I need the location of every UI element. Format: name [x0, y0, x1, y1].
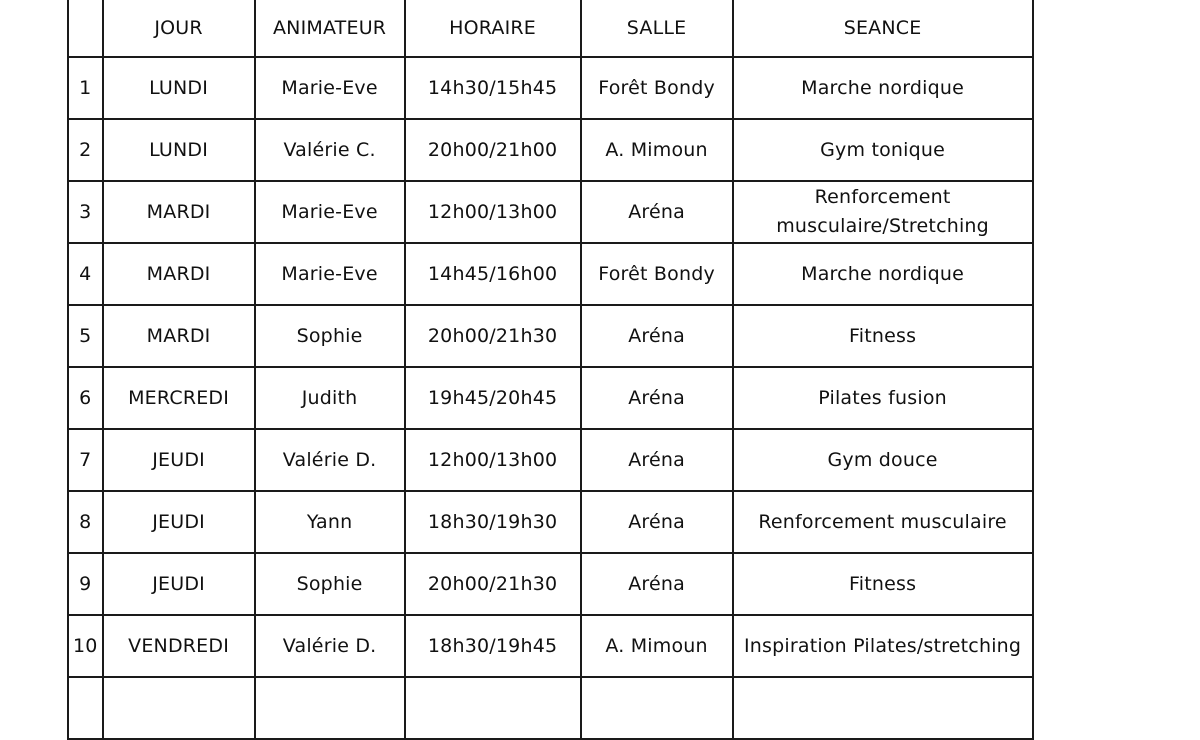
seance-line: Marche nordique	[801, 262, 965, 285]
header-animateur: ANIMATEUR	[255, 0, 405, 57]
row-number: 9	[68, 553, 103, 615]
row-jour: VENDREDI	[103, 615, 255, 677]
row-seance	[733, 429, 1033, 491]
row-seance	[733, 367, 1033, 429]
row-number	[68, 677, 103, 739]
table-row	[68, 491, 1033, 553]
seance-line: Gym douce	[827, 448, 938, 471]
row-seance	[733, 119, 1033, 181]
row-seance	[733, 553, 1033, 615]
table-row	[68, 553, 1033, 615]
row-salle: Aréna	[581, 305, 733, 367]
row-horaire: 14h45/16h00	[405, 243, 581, 305]
row-jour: MERCREDI	[103, 367, 255, 429]
schedule-table	[67, 0, 1034, 740]
row-jour: LUNDI	[103, 119, 255, 181]
row-salle	[581, 677, 733, 739]
seance-line: Renforcement musculaire	[758, 510, 1007, 533]
row-animateur: Valérie D.	[255, 615, 405, 677]
table-row	[68, 181, 1033, 243]
row-salle: Aréna	[581, 367, 733, 429]
row-animateur: Marie-Eve	[255, 57, 405, 119]
row-horaire: 20h00/21h30	[405, 305, 581, 367]
row-number: 1	[68, 57, 103, 119]
table-row	[68, 615, 1033, 677]
row-salle: Aréna	[581, 429, 733, 491]
row-jour: JEUDI	[103, 429, 255, 491]
row-horaire: 18h30/19h30	[405, 491, 581, 553]
row-salle: A. Mimoun	[581, 615, 733, 677]
table-row	[68, 57, 1033, 119]
header-num	[68, 0, 103, 57]
row-animateur: Yann	[255, 491, 405, 553]
row-animateur	[255, 677, 405, 739]
row-horaire: 14h30/15h45	[405, 57, 581, 119]
row-jour: JEUDI	[103, 553, 255, 615]
row-horaire: 20h00/21h30	[405, 553, 581, 615]
row-jour: LUNDI	[103, 57, 255, 119]
row-salle: Aréna	[581, 553, 733, 615]
row-animateur: Valérie D.	[255, 429, 405, 491]
row-number: 6	[68, 367, 103, 429]
seance-line: Inspiration Pilates/stretching	[743, 634, 1022, 657]
row-number: 8	[68, 491, 103, 553]
row-horaire: 19h45/20h45	[405, 367, 581, 429]
row-number: 10	[68, 615, 103, 677]
header-seance: SEANCE	[733, 0, 1033, 57]
row-jour	[103, 677, 255, 739]
row-salle: Forêt Bondy	[581, 243, 733, 305]
row-jour: JEUDI	[103, 491, 255, 553]
row-salle: Aréna	[581, 491, 733, 553]
row-animateur: Marie-Eve	[255, 181, 405, 243]
seance-line: Pilates fusion	[818, 386, 947, 409]
row-number: 7	[68, 429, 103, 491]
row-animateur: Sophie	[255, 553, 405, 615]
table-row	[68, 429, 1033, 491]
header-salle: SALLE	[581, 0, 733, 57]
row-salle: A. Mimoun	[581, 119, 733, 181]
row-horaire: 12h00/13h00	[405, 181, 581, 243]
seance-line: Renforcement	[814, 186, 951, 208]
row-jour: MARDI	[103, 243, 255, 305]
seance-line: Marche nordique	[801, 76, 965, 99]
table-row	[68, 119, 1033, 181]
header-horaire: HORAIRE	[405, 0, 581, 57]
seance-line: Fitness	[848, 324, 917, 347]
table-row	[68, 367, 1033, 429]
row-number: 3	[68, 181, 103, 243]
seance-line: musculaire/Stretching	[776, 215, 989, 237]
row-number: 4	[68, 243, 103, 305]
seance-line: Gym tonique	[820, 138, 946, 161]
row-number: 5	[68, 305, 103, 367]
row-salle: Forêt Bondy	[581, 57, 733, 119]
row-horaire: 18h30/19h45	[405, 615, 581, 677]
row-seance	[733, 677, 1033, 739]
header-jour: JOUR	[103, 0, 255, 57]
row-animateur: Marie-Eve	[255, 243, 405, 305]
row-seance	[733, 491, 1033, 553]
row-seance	[733, 243, 1033, 305]
table-row-partial	[68, 677, 1033, 739]
row-horaire: 12h00/13h00	[405, 429, 581, 491]
row-horaire	[405, 677, 581, 739]
row-animateur: Sophie	[255, 305, 405, 367]
table-row	[68, 243, 1033, 305]
row-jour: MARDI	[103, 305, 255, 367]
row-jour: MARDI	[103, 181, 255, 243]
row-seance	[733, 615, 1033, 677]
row-seance	[733, 305, 1033, 367]
row-horaire: 20h00/21h00	[405, 119, 581, 181]
row-seance	[733, 181, 1033, 243]
row-number: 2	[68, 119, 103, 181]
row-salle: Aréna	[581, 181, 733, 243]
row-animateur: Valérie C.	[255, 119, 405, 181]
seance-line: Fitness	[848, 572, 917, 595]
row-animateur: Judith	[255, 367, 405, 429]
header-row	[68, 0, 1033, 57]
row-seance	[733, 57, 1033, 119]
table-row	[68, 305, 1033, 367]
